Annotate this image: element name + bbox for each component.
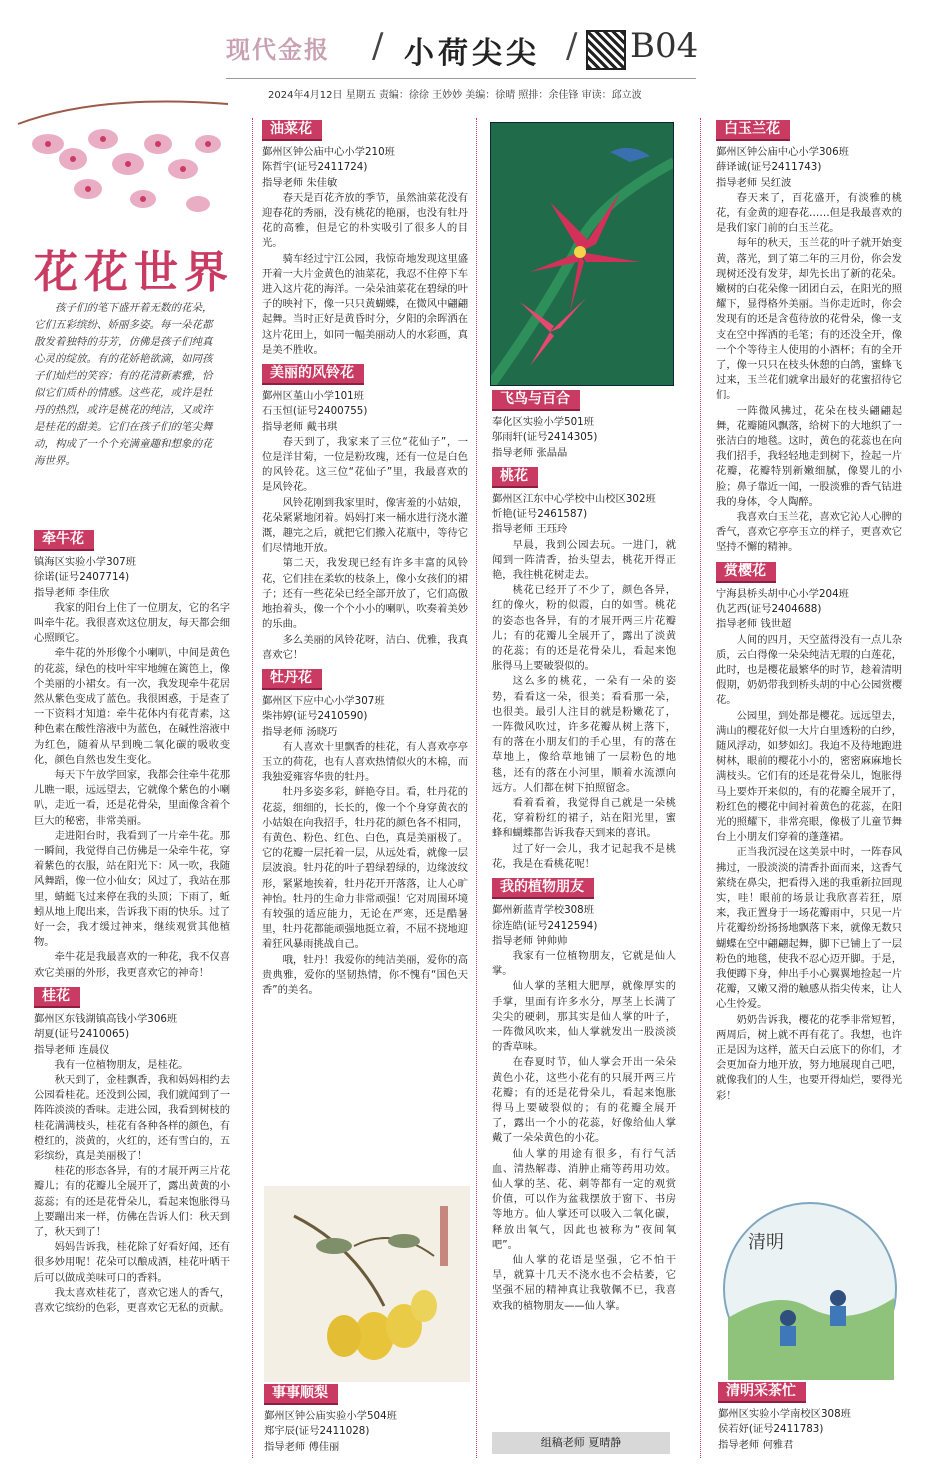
divider-slash: / xyxy=(566,26,578,66)
article-author: 侯若妤(证号2411783) xyxy=(718,1423,824,1436)
article-teacher: 指导老师 王珏玲 xyxy=(492,523,568,536)
article-teacher: 指导老师 朱佳敏 xyxy=(262,176,338,189)
column-4 xyxy=(716,114,902,1192)
article-title: 桂花 xyxy=(34,987,80,1008)
article-school: 鄞州区钟公庙实验小学504班 xyxy=(264,1410,397,1423)
article-paragraph: 仙人掌的用途有很多，有行气活血、清热解毒、消肿止痛等药用功效。仙人掌的茎、花、刺等都有一定的观赏价值，可以作为盆栽摆放于窗下、书房等地方。仙人掌还可以吸入二氧化碳，释放出氧气，因此也被称为“夜间氧吧”。 xyxy=(492,1147,676,1251)
article-paragraph: 哦，牡丹！我爱你的纯洁美丽，爱你的高贵典雅，爱你的坚韧热情，你不愧有“国色天香”的美名。 xyxy=(262,953,468,996)
article-paragraph: 风铃花刚到我家里时，像害羞的小姑娘，花朵紧紧地闭着。妈妈打来一桶水进行浇水灌溉，趣完之后，就把它们搬入花瓶中，等待它们尽情地开放。 xyxy=(262,496,468,555)
column-divider xyxy=(476,118,477,1458)
column-2 xyxy=(262,114,468,1180)
article-paragraph: 这么多的桃花，一朵有一朵的姿势，看看这一朵，很美；看看那一朵，也很美。最引人注目的就是粉嫩花了，一阵微风吹过，许多花瓣从树上落下，有的落在小朋友们的手心里，有的落在草地上，像给草地铺了一层粉色的地毯，还有的落在小河里，顺着水流漂向远方。人们都在树下拍照留念。 xyxy=(492,675,676,794)
article-paragraph: 我喜欢白玉兰花，喜欢它沁人心脾的香气，喜欢它亭亭玉立的样子，更喜欢它坚持不懈的精神。 xyxy=(716,511,902,554)
article-paragraph: 看着看着，我觉得自己就是一朵桃花，穿着粉红的裙子，站在阳光里，蜜蜂和蝴蝶都告诉我春天到来的喜讯。 xyxy=(492,797,676,840)
article-school: 鄞州区钟公庙中心小学306班 xyxy=(716,146,849,159)
article-author: 胡夏(证号2410065) xyxy=(34,1028,130,1041)
article-paragraph: 牵牛花的外形像个小喇叭，中间是黄色的花蕊，绿色的枝叶牢牢地缠在篱笆上，像个美丽的小裙女。有一次，我发现牵牛花居然从紫色变成了蓝色。我很困惑，于是查了一下资料才知道：牵牛花体内有花青素，这种色素在酸性溶液中为蓝色，在碱性溶液中为红色，随着从早到晚二氧化碳的吸收变化，颜色自然也发生变化。 xyxy=(34,647,230,766)
column-3 xyxy=(492,388,676,1428)
article-school: 鄞州区实验小学南校区308班 xyxy=(718,1408,851,1421)
article-fengling xyxy=(262,358,468,663)
masthead xyxy=(0,0,934,84)
article-teacher: 指导老师 傅佳丽 xyxy=(264,1440,340,1453)
caption-baihe xyxy=(492,388,676,461)
article-teacher: 指导老师 连晨仪 xyxy=(34,1043,110,1056)
article-paragraph: 过了好一会儿，我才记起我不是桃花，我是在看桃花呢！ xyxy=(492,842,676,870)
article-paragraph: 每年的秋天，玉兰花的叶子就开始变黄，落光，到了第二年的三月份，你会发现树还没有发芽，却先长出了新的花朵。嫩树的白花朵像一团团白云，在阳光的照耀下，显得格外美丽。当你走近时，你会发现有的还是含苞待放的花骨朵，像一支支在空中挥洒的毛笔；有的还没全开，像一个个等待主人使用的小酒杯；有的全开了，像一只只在枝头休憩的白鸽，蜜蜂飞过来，玉兰花们就拿出最好的花蜜招待它们。 xyxy=(716,237,902,402)
article-paragraph: 正当我沉浸在这美景中时，一阵春风拂过，一股淡淡的清香扑面而来，这香气萦绕在鼻尖，把看得入迷的我重新拉回现实，哇！眼前的场景让我欣喜若狂，原来，我正置身于一场花瓣雨中，只见一片片花瓣纷纷扬扬地飘落下来，就像无数只蝴蝶在空中翩翩起舞，脚下已铺上了一层粉色的地毯，使我不忍心迈开脚。于是，我便蹲下身，伸出手小心翼翼地捡起一片花瓣，又嫩又滑的触感从指尖传来，让人心生怜爱。 xyxy=(716,846,902,1011)
article-author: 忻艳(证号2461587) xyxy=(492,508,588,521)
article-paragraph: 我家的阳台上住了一位朋友，它的名字叫牵牛花。我很喜欢这位朋友，每天都会细心照顾它。 xyxy=(34,601,230,645)
article-title: 清明采茶忙 xyxy=(718,1382,806,1403)
article-paragraph: 走进阳台时，我看到了一片牵牛花。那一瞬间，我觉得自己仿佛是一朵牵牛花，穿着紫色的衣服，站在阳光下：风一吹，我随风舞蹈，像一位小仙女；风过了，我站在那里，蜻蜓飞过来停在我的头顶；下雨了，蚯蚓从地上爬出来，告诉我下雨的快乐。过了好一会，我才缓过神来，继续观赏其他植物。 xyxy=(34,829,230,949)
article-school: 鄞州新蓝青学校308班 xyxy=(492,904,595,917)
article-teacher: 指导老师 钟帅帅 xyxy=(492,934,568,947)
article-paragraph: 每天下午放学回家，我都会往牵牛花那儿瞧一眼，远远望去，它就像个紫色的小喇叭，走近一看，还是花骨朵，里面像含着个巨大的秘密，非常美丽。 xyxy=(34,769,230,827)
article-paragraph: 春天到了，我家来了三位“花仙子”，一位是洋甘菊，一位是粉玫瑰，还有一位是白色的风铃花。这三位“花仙子”里，我最喜欢的是风铃花。 xyxy=(262,435,468,494)
caption-shishi xyxy=(264,1382,470,1462)
article-paragraph: 公园里，到处都是樱花。远远望去，满山的樱花好似一大片白里透粉的白纱，随风浮动，如梦如幻。我迫不及待地跑进树林，眼前的樱花小小的，密密麻麻地长满枝头。它们有的还是花骨朵儿，饱胀得马上要炸开来似的，有的花瓣全展开了，粉红色的樱花中间衬着黄色的花蕊，在阳光的照耀下，非常亮眼，像极了儿童节舞台上小朋友们穿着的蓬蓬裙。 xyxy=(716,709,902,844)
article-paragraph: 早晨，我到公园去玩。一进门，就闻到一阵清香，抬头望去，桃花开得正艳，我往桃花树走去。 xyxy=(492,538,676,582)
article-paragraph: 骑车经过宁江公园，我惊奇地发现这里盛开着一大片金黄色的油菜花，我忍不住停下车进入这片花的海洋。一朵朵油菜花在碧绿的叶子的映衬下，像一只只黄蝴蝶，在微风中翩翩起舞。当时正好是黄昏时分，夕阳的余晖洒在这片花田上，如同一幅美丽动人的水彩画，真是美不胜收。 xyxy=(262,252,468,356)
dateline: 2024年4月12日 星期五 责编：徐徐 王妙妙 美编：徐晴 照排：余佳锋 审读：邱立波 xyxy=(268,90,642,101)
article-teacher: 指导老师 汤晓巧 xyxy=(262,725,338,738)
article-teacher: 指导老师 钱世超 xyxy=(716,618,792,631)
article-title: 牵牛花 xyxy=(34,530,94,551)
lily-bird-painting xyxy=(490,122,674,386)
brand-name: 现代金报 xyxy=(226,35,330,64)
article-paragraph: 人间的四月，天空蓝得没有一点儿杂质，云白得像一朵朵纯洁无瑕的白莲花，此时，也是樱花最繁华的时节，趁着清明假期，奶奶带我到桥头胡的中心公园赏樱花。 xyxy=(716,633,902,707)
article-school: 鄞州区下应中心小学307班 xyxy=(262,695,385,708)
pear-painting xyxy=(264,1186,470,1382)
article-taohua xyxy=(492,461,676,872)
column-divider xyxy=(700,118,701,1458)
article-author: 仇艺西(证号2404688) xyxy=(716,603,822,616)
article-author: 徐诺(证号2407714) xyxy=(34,571,130,584)
qingming-art-text: 清明 xyxy=(748,1232,784,1253)
column-1 xyxy=(34,524,230,1464)
page-number: B04 xyxy=(630,26,699,66)
article-title: 我的植物朋友 xyxy=(492,878,594,899)
article-title: 美丽的风铃花 xyxy=(262,364,364,385)
caption-qingming xyxy=(718,1380,902,1464)
article-school: 镇海区实验小学307班 xyxy=(34,556,137,569)
article-paragraph: 在春夏时节，仙人掌会开出一朵朵黄色小花，这些小花有的只展开两三片花瓣；有的还是花骨朵儿，看起来饱胀得马上要破裂似的；有的花瓣全展开了，露出一个小的花蕊，好像给仙人掌戴了一朵朵黄色的小花。 xyxy=(492,1056,676,1145)
article-school: 鄞州区东钱湖镇高钱小学306班 xyxy=(34,1013,178,1026)
article-author: 郑宇辰(证号2411028) xyxy=(264,1425,370,1438)
article-paragraph: 春天是百花齐放的季节，虽然油菜花没有迎春花的秀丽，没有桃花的艳丽，也没有牡丹花的高雅，但是它的朴实吸引了很多人的目光。 xyxy=(262,191,468,250)
article-title: 事事顺梨 xyxy=(264,1384,338,1405)
article-author: 薛译诚(证号2411743) xyxy=(716,161,822,174)
divider-slash: / xyxy=(372,26,384,66)
article-paragraph: 多么美丽的风铃花呀，洁白、优雅，我真喜欢它！ xyxy=(262,633,468,661)
article-paragraph: 桂花的形态各异，有的才展开两三片花瓣儿；有的花瓣儿全展开了，露出黄黄的小蕊蕊；有的还是花骨朵儿，看起来饱胀得马上要蹦出来一样，仿佛在告诉人们：秋天到了，秋天到了！ xyxy=(34,1165,230,1238)
article-author: 邬雨轩(证号2414305) xyxy=(492,431,598,444)
article-guihua xyxy=(34,981,230,1316)
feature-intro: 孩子们的笔下盛开着无数的花朵，它们五彩缤纷、娇丽多姿。每一朵花都散发着独特的芬芳，仿佛是孩子们纯真心灵的绽放。有的花娇艳欲滴，如同孩子们灿烂的笑容；有的花清新素雅，恰似它们质朴的情感。这些花，或许是牡丹的热烈，或许是桃花的纯洁，又或许是桂花的甜美。它们在孩子们的笔尖舞动，构成了一个个充满童趣和想象的花海世界。 xyxy=(34,302,213,467)
article-paragraph: 仙人掌的花语是坚强，它不怕干旱，就算十几天不浇水也不会枯萎，它坚强不屈的精神真让我敬佩不已，我喜欢我的植物朋友——仙人掌。 xyxy=(492,1253,676,1312)
article-paragraph: 我家有一位植物朋友，它就是仙人掌。 xyxy=(492,949,676,978)
orchid-illustration xyxy=(8,84,238,234)
article-paragraph: 有人喜欢十里飘香的桂花，有人喜欢亭亭玉立的荷花，也有人喜欢热情似火的木棉，而我独爱雍容华贵的牡丹。 xyxy=(262,740,468,784)
article-baiyulan xyxy=(716,114,902,556)
article-title: 油菜花 xyxy=(262,120,322,141)
article-teacher: 指导老师 张晶晶 xyxy=(492,446,568,459)
article-paragraph: 桃花已经开了不少了，颜色各异，红的像火，粉的似霞，白的如雪。桃花的姿态也各异，有的才展开两三片花瓣儿；有的花瓣儿全展开了，露出了淡黄的花蕊；有的还是花骨朵儿，看起来饱胀得马上要破裂似的。 xyxy=(492,584,676,673)
article-xianrenzhang xyxy=(492,872,676,1314)
article-paragraph: 我太喜欢桂花了，喜欢它迷人的香气，喜欢它缤纷的色彩，更喜欢它无私的贡献。 xyxy=(34,1286,230,1314)
article-qianniu xyxy=(34,524,230,981)
article-author: 柴祎婷(证号2410590) xyxy=(262,710,368,723)
article-paragraph: 第二天，我发现已经有许多丰富的风铃花，它们挂在柔软的枝条上，像小女孩们的裙子；还有一些花朵已经全部开放了，它们高傲地抬着头，像一个个小小的喇叭，吹奏着美妙的乐曲。 xyxy=(262,557,468,631)
article-teacher: 指导老师 李佳欣 xyxy=(34,586,110,599)
article-school: 鄞州区钟公庙中心小学210班 xyxy=(262,146,395,159)
article-paragraph: 我有一位植物朋友，是桂花。 xyxy=(54,1058,189,1071)
article-paragraph: 春天来了，百花盛开，有淡雅的桃花，有金黄的迎春花……但是我最喜欢的是我们家门前的白玉兰花。 xyxy=(716,191,902,235)
qingming-painting xyxy=(718,1198,902,1380)
article-school: 宁海县桥头胡中心小学204班 xyxy=(716,587,849,600)
article-paragraph: 一阵微风拂过，花朵在枝头翩翩起舞，花瓣随风飘落，给树下的大地织了一张洁白的地毯。这时，黄色的花蕊也在向我们招手，我轻轻地走到树下，捡起一片花瓣，花瓣特别新嫩细腻，像婴儿的小脸；鼻子靠近一闻，一股淡雅的香气钻进我的身体，令人陶醉。 xyxy=(716,404,902,508)
article-teacher: 指导老师 吴红波 xyxy=(716,176,792,189)
qr-code-icon xyxy=(586,30,626,70)
article-title: 赏樱花 xyxy=(716,562,776,583)
article-yinghua xyxy=(716,556,902,1104)
masthead-rule xyxy=(226,78,696,79)
article-paragraph: 牵牛花是我最喜欢的一种花，我不仅喜欢它美丽的外形，我更喜欢它的神奇！ xyxy=(34,951,230,979)
article-teacher: 指导老师 戴书琪 xyxy=(262,420,338,433)
article-school: 鄞州区江东中心学校中山校区302班 xyxy=(492,493,656,506)
article-author: 石玉恒(证号2400755) xyxy=(262,405,368,418)
article-author: 陈哲宇(证号2411724) xyxy=(262,161,368,174)
article-paragraph: 妈妈告诉我，桂花除了好看好闻，还有很多妙用呢！花朵可以酿成酒，桂花叶晒干后可以做成美味可口的香料。 xyxy=(34,1241,230,1284)
article-mudan xyxy=(262,663,468,998)
article-paragraph: 仙人掌的茎粗大肥厚，就像厚实的手掌，里面有许多水分，厚茎上长满了尖尖的硬刺，那其实是仙人掌的叶子，一阵微风吹来，仙人掌就发出一股淡淡的香草味。 xyxy=(492,980,676,1054)
editor-credit: 组稿老师 夏晴静 xyxy=(492,1432,670,1454)
article-title: 白玉兰花 xyxy=(716,120,790,141)
column-divider xyxy=(252,118,253,1458)
section-title: 小荷尖尖 xyxy=(404,36,540,71)
article-school: 奉化区实验小学501班 xyxy=(492,416,595,429)
article-paragraph: 牡丹多姿多彩，鲜艳夺目。看，牡丹花的花蕊，细细的，长长的，像一个个身穿黄衣的小姑娘在向我招手，牡丹花的颜色各不相同，有黄色、粉色、红色、白色，真是美丽极了。它的花瓣一层托着一层，从远处看，就像一层层波浪。牡丹花的叶子碧绿碧绿的，边缘波纹形，紧紧地挨着，牡丹花开开落落，让人心旷神怡。牡丹的生命力非常顽强！它对周围环境有较强的适应能力，无论在严寒，还是酷暑里，牡丹花都能顽强地挺立着，不屈不挠地迎着狂风暴雨挑战自己。 xyxy=(262,786,468,951)
article-paragraph: 奶奶告诉我，樱花的花季非常短暂，两周后，树上就不再有花了。我想，也许正是因为这样，蓝天白云底下的你们，才会更加奋力地开放，努力地展现自己吧，就像我们的人生，也要开得灿烂，要得光彩！ xyxy=(716,1013,902,1102)
article-teacher: 指导老师 何雅君 xyxy=(718,1438,794,1451)
feature-title: 花花世界 xyxy=(34,247,234,298)
article-title: 牡丹花 xyxy=(262,669,322,690)
article-title: 桃花 xyxy=(492,467,538,488)
article-author: 徐连皓(证号2412594) xyxy=(492,919,598,932)
article-title: 飞鸟与百合 xyxy=(492,390,580,411)
article-paragraph: 秋天到了，金桂飘香，我和妈妈相约去公园看桂花。还没到公园，我们就闻到了一阵阵淡淡的香味。走进公园，我看到树枝的桂花满满枝头，桂花有各种各样的颜色，有橙红的，淡黄的，火红的，还有雪白的，五彩缤纷，真是美丽极了！ xyxy=(34,1073,230,1162)
article-youcai xyxy=(262,114,468,358)
article-school: 鄞州区堇山小学101班 xyxy=(262,390,365,403)
